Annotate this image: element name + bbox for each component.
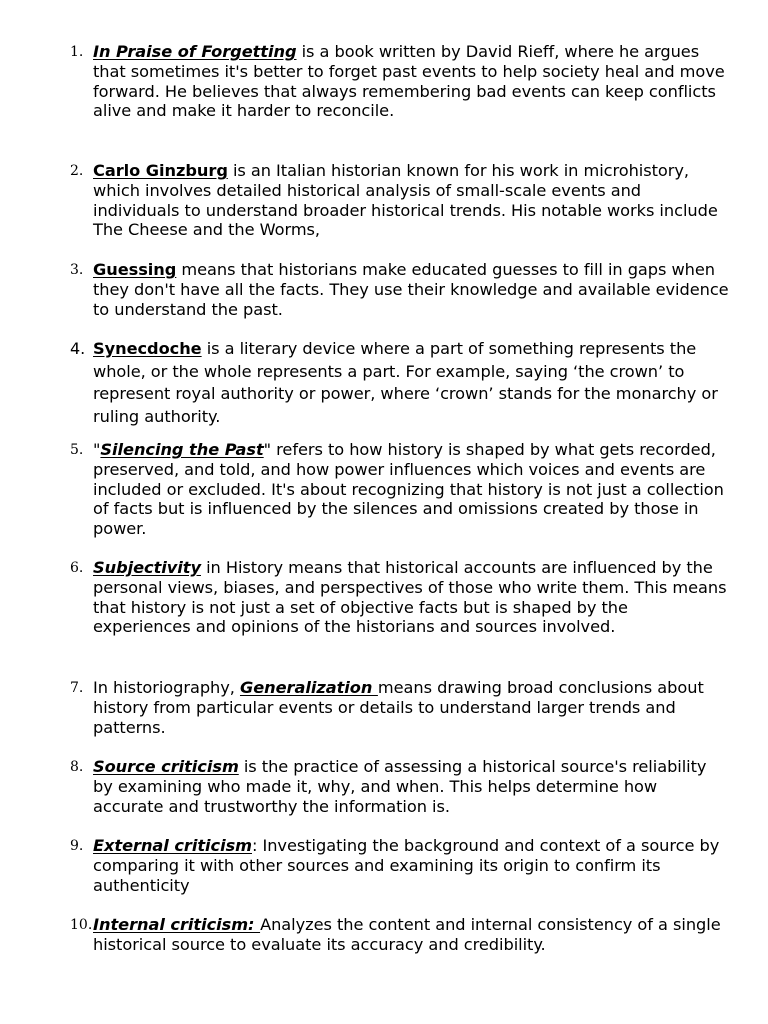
item-term: Guessing <box>93 260 177 279</box>
item-text <box>93 338 730 429</box>
list-item <box>70 558 730 637</box>
item-term: Generalization <box>239 678 378 697</box>
item-prefix: " <box>93 440 101 459</box>
item-body: means drawing broad conclusions about history from particular events or details to understand larger trends and patterns. <box>93 678 704 737</box>
item-number: 10. <box>70 917 93 933</box>
list-item <box>70 338 730 429</box>
item-body: : Investigating the background and context of a source by comparing it with other sources and examining its origin to confirm its authenticity <box>93 836 720 895</box>
list-item <box>70 42 730 121</box>
item-number: 4. <box>70 339 86 358</box>
list-item <box>70 260 730 319</box>
item-text <box>93 440 730 539</box>
list-item <box>70 161 730 240</box>
item-body: is the practice of assessing a historical source's reliability by examining who made it, why, and when. This helps determine how accurate and trustworthy the information is. <box>93 757 707 816</box>
item-text <box>93 757 730 816</box>
item-term: Carlo Ginzburg <box>93 161 228 180</box>
item-number: 9. <box>70 838 84 854</box>
item-number: 2. <box>70 163 84 179</box>
item-number: 6. <box>70 560 84 576</box>
item-number: 7. <box>70 680 84 696</box>
item-text <box>93 836 730 895</box>
item-term: Source criticism <box>93 757 239 776</box>
item-body: means that historians make educated guesses to fill in gaps when they don't have all the facts. They use their knowledge and available evidence to understand the past. <box>93 260 729 319</box>
item-number: 3. <box>70 262 84 278</box>
item-body: Analyzes the content and internal consistency of a single historical source to evaluate its accuracy and credibility. <box>93 915 721 954</box>
item-number: 1. <box>70 44 84 60</box>
item-term: Silencing the Past <box>100 440 264 459</box>
item-term: Subjectivity <box>93 558 201 577</box>
list-item <box>70 836 730 895</box>
list-item <box>70 757 730 816</box>
item-term: In Praise of Forgetting <box>93 42 297 61</box>
item-body: is a book written by David Rieff, where he argues that sometimes it's better to forget past events to help society heal and move forward. He believes that always remembering bad events can keep conflicts alive and make it harder to reconcile. <box>93 42 725 121</box>
item-term: External criticism <box>93 836 252 855</box>
list-item <box>70 440 730 539</box>
item-prefix: In historiography, <box>93 678 240 697</box>
item-body: in History means that historical accounts are influenced by the personal views, biases, and perspectives of those who write them. This means that history is not just a set of objective facts but is shaped by the experiences and opinions of the historians and sources involved. <box>93 558 727 637</box>
item-number: 8. <box>70 759 84 775</box>
item-text <box>93 161 730 240</box>
item-body: is a literary device where a part of something represents the whole, or the whole represents a part. For example, saying ‘the crown’ to represent royal authority or power, where ‘crown’ stands for the monarchy or ruling authority. <box>93 339 718 427</box>
list-item <box>70 678 730 737</box>
item-term: Synecdoche <box>93 339 202 358</box>
item-term: Internal criticism: <box>93 915 261 934</box>
item-text <box>93 558 730 637</box>
item-text <box>93 915 730 955</box>
item-number: 5. <box>70 442 84 458</box>
item-text <box>93 260 730 319</box>
item-text <box>93 678 730 737</box>
item-text <box>93 42 730 121</box>
list-item <box>70 915 730 955</box>
item-body: " refers to how history is shaped by what gets recorded, preserved, and told, and how power influences which voices and events are included or excluded. It's about recognizing that history is not just a collection of facts but is influenced by the silences and omissions created by those in power. <box>93 440 724 539</box>
item-body: is an Italian historian known for his work in microhistory, which involves detailed historical analysis of small-scale events and individuals to understand broader historical trends. His notable works include The Cheese and the Worms, <box>93 161 718 240</box>
